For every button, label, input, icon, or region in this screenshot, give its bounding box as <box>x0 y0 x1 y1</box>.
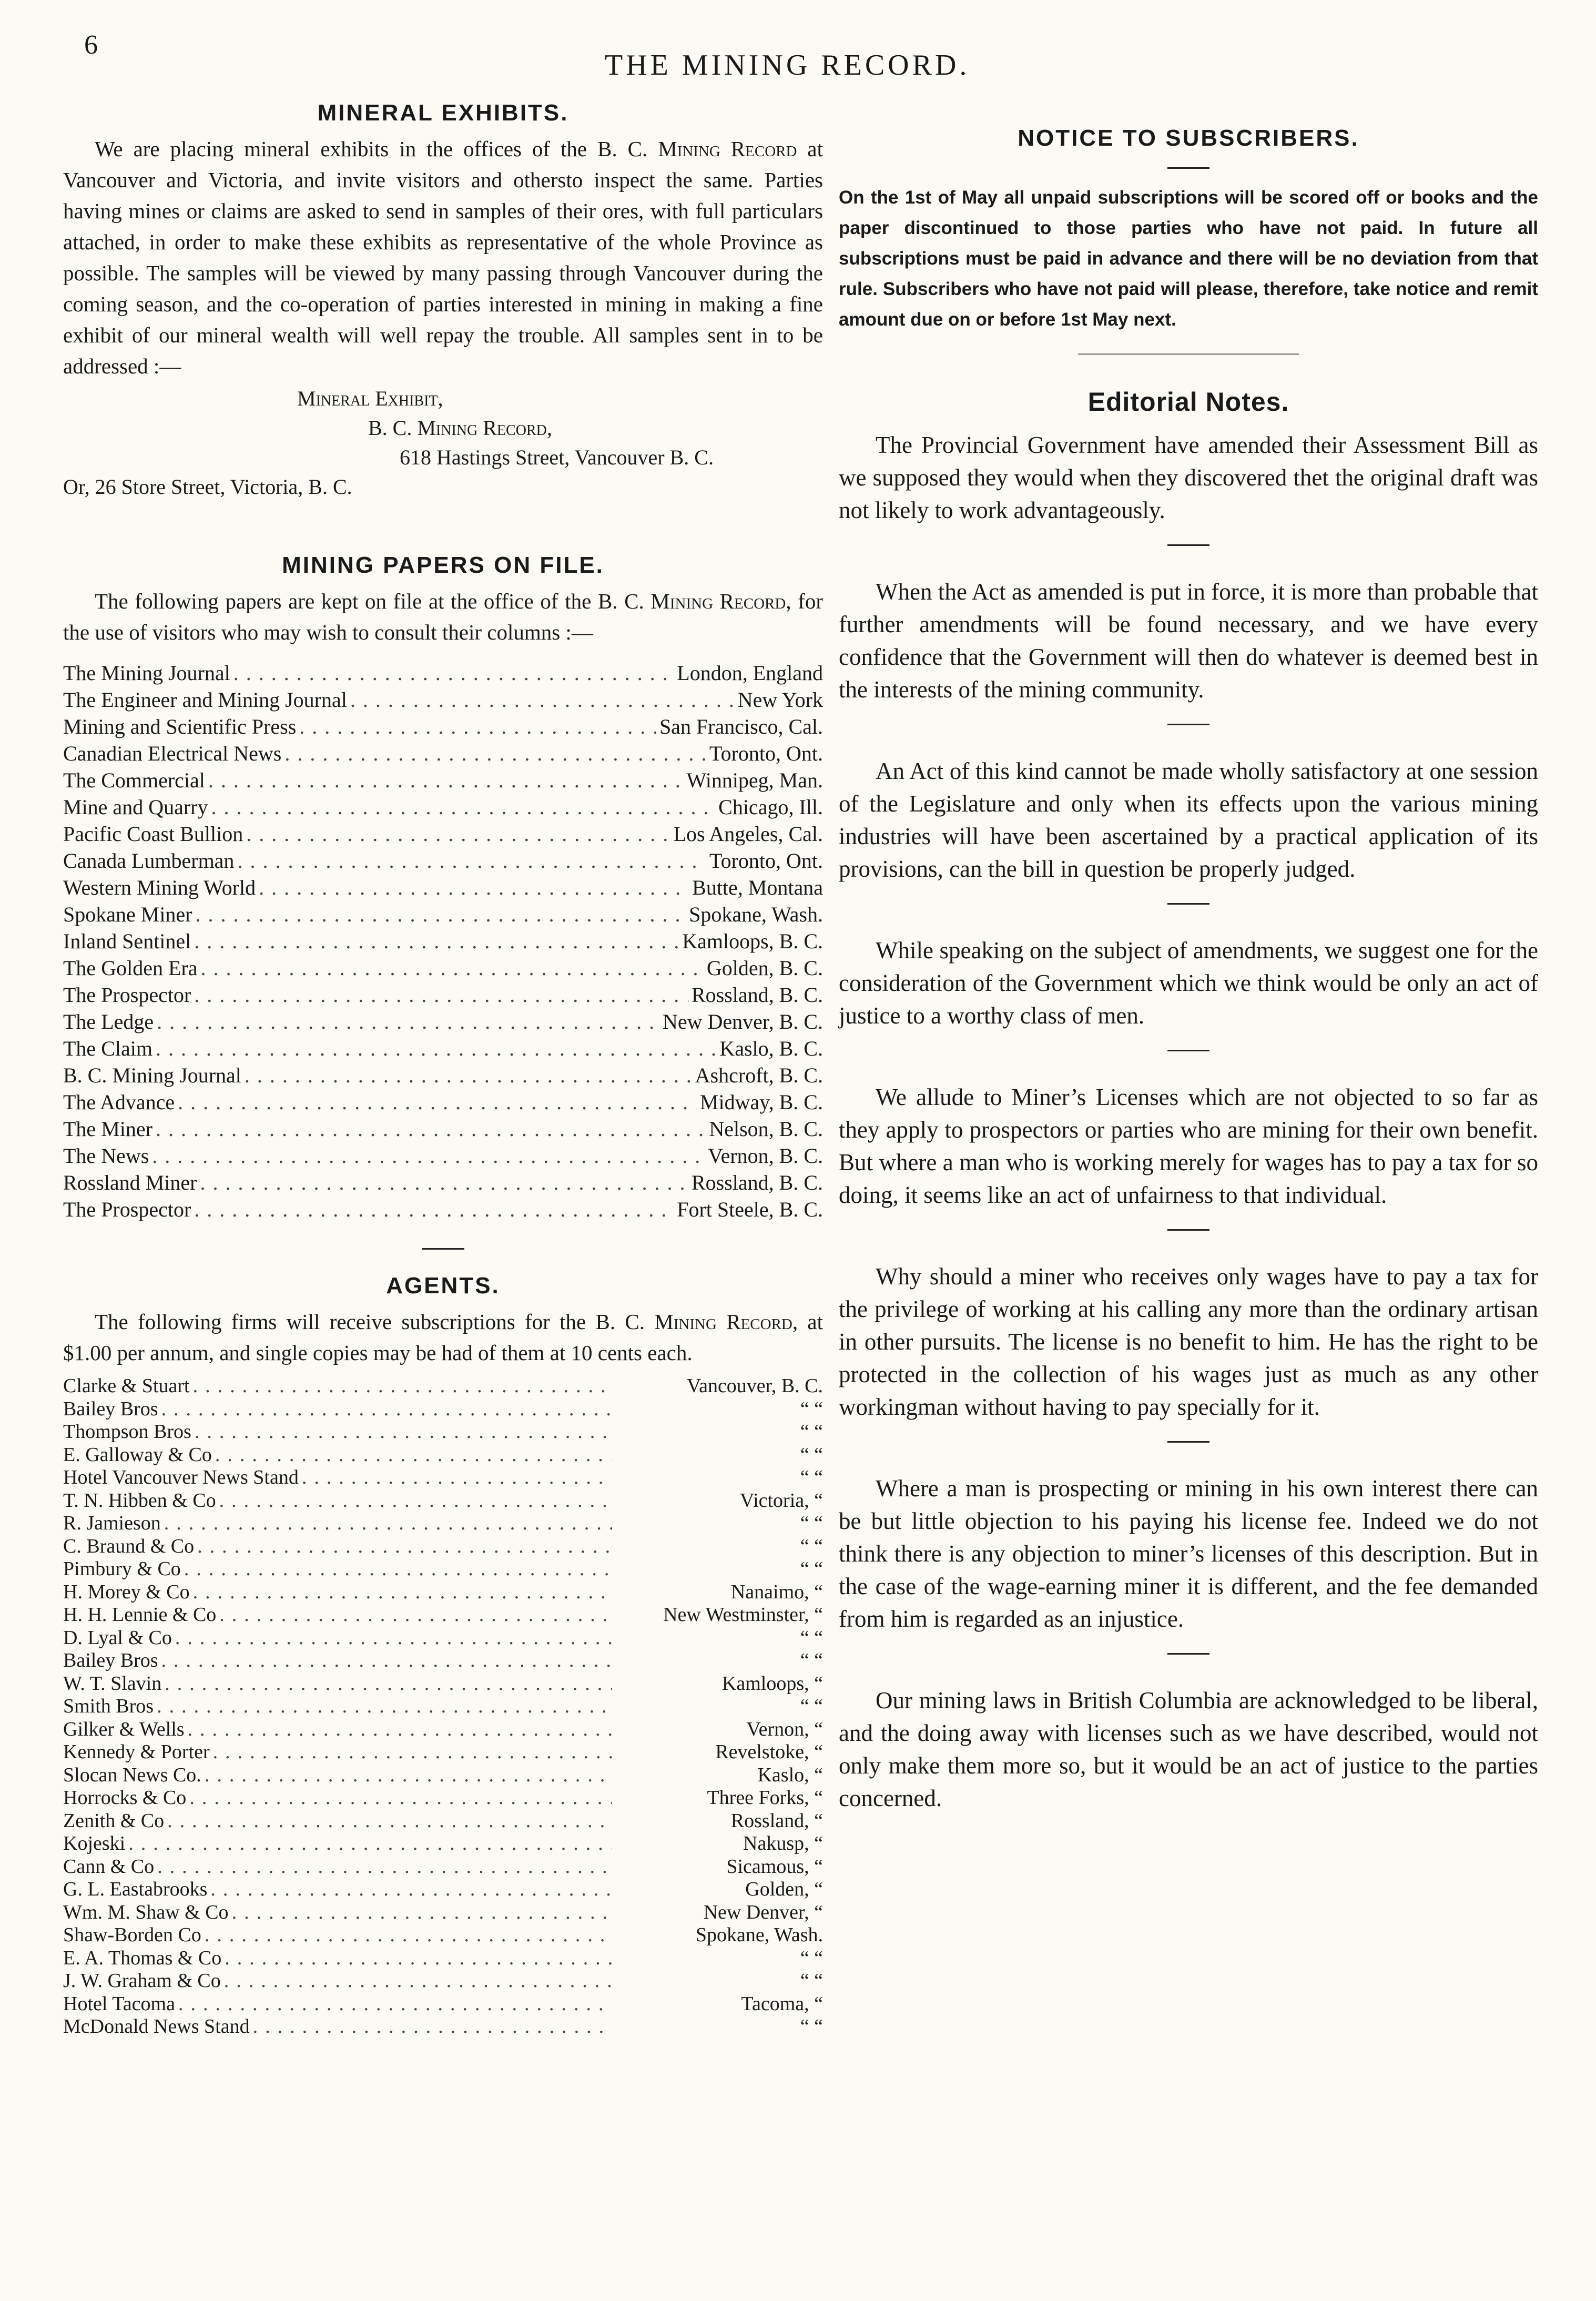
leader-dots <box>157 1008 659 1035</box>
leader-dots <box>219 1604 612 1627</box>
list-item-place: “ “ <box>800 1466 823 1488</box>
list-item <box>63 1375 823 1398</box>
list-item-place: Rossland, B. C. <box>691 1171 823 1194</box>
leader-dots <box>189 1787 612 1810</box>
list-item-name: G. L. Eastabrooks <box>63 1878 208 1900</box>
list-item-place: Tacoma, “ <box>741 1992 823 2015</box>
leader-dots <box>205 1924 612 1947</box>
list-item-name: T. N. Hibben & Co <box>63 1489 216 1512</box>
list-item <box>63 1924 823 1947</box>
leader-dots <box>197 1535 612 1558</box>
leader-dots <box>156 1035 716 1062</box>
list-item <box>63 1581 823 1604</box>
list-item-name: Wm. M. Shaw & Co <box>63 1901 229 1923</box>
list-item-name: J. W. Graham & Co <box>63 1970 221 1992</box>
list-item <box>63 1558 823 1581</box>
left-column <box>63 100 823 2039</box>
list-item-name: McDonald News Stand <box>63 2015 250 2038</box>
list-item-place: “ “ <box>800 1695 823 1717</box>
list-item-place: Winnipeg, Man. <box>686 768 823 792</box>
list-item-name: Hotel Tacoma <box>63 1992 175 2015</box>
leader-dots <box>152 1142 705 1169</box>
list-item <box>63 874 823 901</box>
list-item <box>63 1466 823 1489</box>
leader-dots <box>219 1489 612 1513</box>
section-divider <box>1167 544 1209 546</box>
list-item-name: Canadian Electrical News <box>63 742 282 765</box>
publication-name: B. C. Mining Record <box>597 137 797 161</box>
leader-dots <box>175 1627 612 1650</box>
list-item-place: Nakusp, “ <box>743 1832 823 1854</box>
editorial-paragraph: The Provincial Government have amended their Assessment Bill as we supposed they would when they discovered thet the original draft was not likely to work advantageously. <box>839 432 1538 523</box>
leader-dots <box>178 1089 697 1116</box>
list-item-place: Ashcroft, B. C. <box>695 1063 823 1087</box>
leader-dots <box>161 1398 612 1421</box>
list-item-name: The Miner <box>63 1117 153 1141</box>
list-item-place: “ “ <box>800 1421 823 1443</box>
list-item-place: Fort Steele, B. C. <box>677 1198 823 1221</box>
list-item-place: Chicago, Ill. <box>718 795 823 819</box>
list-item <box>63 1695 823 1718</box>
leader-dots <box>237 847 706 874</box>
list-item-name: C. Braund & Co <box>63 1535 195 1557</box>
list-item <box>63 686 823 713</box>
list-item-name: W. T. Slavin <box>63 1672 162 1695</box>
list-item-place: “ “ <box>800 1397 823 1420</box>
list-item-place: Golden, “ <box>745 1878 823 1900</box>
list-item-name: H. Morey & Co <box>63 1580 190 1603</box>
leader-dots <box>253 2015 612 2039</box>
notice-heading: NOTICE TO SUBSCRIBERS. <box>1018 125 1359 151</box>
leader-dots <box>167 1810 612 1833</box>
editorial-paragraph: An Act of this kind cannot be made wholly satisfactory at one session of the Legislature and only when its effects upon the various mining industries will have been ascertained by a practical application of its provisions, can the bill in question be properly judged. <box>839 758 1538 882</box>
editorial-body <box>839 429 1538 1815</box>
list-item-name: Bailey Bros <box>63 1649 158 1671</box>
list-item-place: Revelstoke, “ <box>715 1741 823 1763</box>
list-item-place: “ “ <box>800 1947 823 1969</box>
list-item-name: Mining and Scientific Press <box>63 715 297 738</box>
list-item-place: Butte, Montana <box>692 876 823 899</box>
list-item-name: Clarke & Stuart <box>63 1375 190 1397</box>
leader-dots <box>225 1947 612 1970</box>
section-divider <box>422 1248 464 1250</box>
leader-dots <box>302 1466 612 1489</box>
list-item-place: Vancouver, B. C. <box>686 1375 823 1397</box>
leader-dots <box>164 1512 612 1535</box>
list-item <box>63 1878 823 1901</box>
list-item <box>63 1535 823 1558</box>
section-divider <box>1167 903 1209 905</box>
list-item-place: Los Angeles, Cal. <box>673 822 823 846</box>
list-item-place: “ “ <box>800 1535 823 1557</box>
leader-dots <box>224 1970 612 1993</box>
list-item <box>63 740 823 767</box>
leader-dots <box>210 1878 612 1901</box>
list-item-place: “ “ <box>800 2015 823 2038</box>
list-item <box>63 1947 823 1970</box>
list-item-name: H. H. Lennie & Co <box>63 1604 217 1626</box>
list-item <box>63 767 823 794</box>
agents-section <box>63 1273 823 2039</box>
agents-intro: The following firms will receive subscriptions for the B. C. Mining Record, at $1.00 per annum, and single copies may be had of them at 10 cents each. <box>63 1310 823 1365</box>
leader-dots <box>200 955 703 981</box>
list-item-place: Kamloops, “ <box>721 1672 823 1695</box>
running-head: THE MINING RECORD. <box>605 49 970 82</box>
leader-dots <box>188 1718 612 1741</box>
list-item-name: Inland Sentinel <box>63 929 191 953</box>
list-item-name: Gilker & Wells <box>63 1718 185 1740</box>
leader-dots <box>193 1375 612 1398</box>
list-item-place: Victoria, “ <box>739 1489 823 1512</box>
mining-papers-section <box>63 552 823 1223</box>
list-item-place: San Francisco, Cal. <box>659 715 823 738</box>
leader-dots <box>193 1581 612 1604</box>
leader-dots <box>211 794 715 820</box>
list-item-place: New Westminster, “ <box>663 1604 823 1626</box>
list-item-place: “ “ <box>800 1649 823 1671</box>
list-item-name: The Engineer and Mining Journal <box>63 688 347 712</box>
leader-dots <box>232 1901 612 1924</box>
list-item-place: Nanaimo, “ <box>730 1580 823 1603</box>
mining-papers-heading: MINING PAPERS ON FILE. <box>282 552 604 578</box>
list-item-name: D. Lyal & Co <box>63 1626 172 1649</box>
list-item-name: The Claim <box>63 1037 153 1060</box>
list-item-place: Toronto, Ont. <box>709 742 823 765</box>
list-item <box>63 1421 823 1444</box>
agents-list <box>63 1375 823 2039</box>
section-divider <box>1167 724 1209 725</box>
list-item <box>63 928 823 955</box>
list-item-name: The Prospector <box>63 1198 191 1221</box>
list-item <box>63 1649 823 1672</box>
leader-dots <box>156 1116 706 1142</box>
list-item <box>63 981 823 1008</box>
list-item-place: “ “ <box>800 1443 823 1466</box>
editorial-paragraph: Why should a miner who receives only wages have to pay a tax for the privilege of working at his calling any more than the ordinary artisan in other pursuits. The license is no benefit to him. He has the right to be protected in the collection of his wages just as much as any other workingman without having to pay specially for it. <box>839 1263 1538 1420</box>
leader-dots <box>196 901 686 928</box>
list-item-place: Nelson, B. C. <box>709 1117 823 1141</box>
list-item <box>63 901 823 928</box>
list-item <box>63 1116 823 1142</box>
list-item-name: Bailey Bros <box>63 1397 158 1420</box>
list-item-name: Cann & Co <box>63 1855 155 1878</box>
list-item <box>63 1810 823 1833</box>
list-item <box>63 1856 823 1879</box>
leader-dots <box>205 1764 612 1787</box>
leader-dots <box>284 740 706 767</box>
list-item-name: E. Galloway & Co <box>63 1443 212 1466</box>
list-item-place: Vernon, “ <box>746 1718 823 1740</box>
editorial-heading: Editorial Notes. <box>1087 387 1289 417</box>
list-item <box>63 1970 823 1993</box>
section-divider <box>1167 167 1209 169</box>
section-divider <box>1167 1653 1209 1655</box>
leader-dots <box>194 928 679 955</box>
leader-dots <box>213 1741 612 1764</box>
list-item-place: Spokane, Wash. <box>695 1924 823 1946</box>
list-item-place: London, England <box>677 661 823 685</box>
agents-heading: AGENTS. <box>386 1273 500 1299</box>
list-item <box>63 1832 823 1856</box>
list-item-name: Zenith & Co <box>63 1809 165 1832</box>
list-item <box>63 1901 823 1924</box>
leader-dots <box>165 1672 612 1696</box>
list-item-place: Toronto, Ont. <box>709 849 823 873</box>
list-item <box>63 660 823 686</box>
list-item-place: Spokane, Wash. <box>689 903 823 926</box>
list-item-name: B. C. Mining Journal <box>63 1063 241 1087</box>
list-item <box>63 955 823 981</box>
editorial-section <box>839 387 1538 1815</box>
list-item-place: Rossland, B. C. <box>691 983 823 1007</box>
list-item-place: “ “ <box>800 1970 823 1992</box>
right-column <box>839 125 1538 1815</box>
list-item-name: The Commercial <box>63 768 205 792</box>
leader-dots <box>259 874 689 901</box>
list-item-name: Slocan News Co. <box>63 1763 201 1786</box>
list-item <box>63 794 823 820</box>
leader-dots <box>161 1649 612 1672</box>
leader-dots <box>233 660 674 686</box>
list-item-name: Pimbury & Co <box>63 1558 181 1580</box>
list-item-name: The Golden Era <box>63 956 198 980</box>
list-item <box>63 1089 823 1116</box>
address-line: Or, 26 Store Street, Victoria, B. C. <box>63 475 352 499</box>
leader-dots <box>299 713 656 740</box>
leader-dots <box>200 1169 688 1196</box>
list-item <box>63 1604 823 1627</box>
list-item-place: Three Forks, “ <box>707 1787 823 1809</box>
list-item-name: Kennedy & Porter <box>63 1741 210 1763</box>
list-item-place: Golden, B. C. <box>706 956 823 980</box>
list-item <box>63 1062 823 1089</box>
list-item-place: “ “ <box>800 1626 823 1649</box>
address-line: B. C. Mining Record, <box>368 416 552 440</box>
list-item-name: Shaw-Borden Co <box>63 1924 201 1946</box>
list-item-name: Hotel Vancouver News Stand <box>63 1466 299 1488</box>
leader-dots <box>194 981 688 1008</box>
leader-dots <box>215 1444 612 1467</box>
list-item-place: Kaslo, “ <box>757 1763 823 1786</box>
list-item <box>63 1196 823 1223</box>
list-item <box>63 1512 823 1535</box>
editorial-paragraph: When the Act as amended is put in force, it is more than probable that further amendments will be found necessary, and we have every confidence that the Government will then do whatever is deemed best in the interests of the mining community. <box>839 579 1538 703</box>
editorial-paragraph: We allude to Miner’s Licenses which are not objected to so far as they apply to prospectors or parties who are mining for their own benefit. But where a man who is working merely for wages has to pay a tax for so doing, it seems like an act of unfairness to that individual. <box>839 1084 1538 1208</box>
list-item-name: Smith Bros <box>63 1695 154 1717</box>
notice-rule <box>1078 353 1299 355</box>
editorial-paragraph: Our mining laws in British Columbia are acknowledged to be liberal, and the doing away with licenses such as we have described, would not only make them more so, but it would be an act of justice to the parties concerned. <box>839 1687 1538 1811</box>
leader-dots <box>350 686 735 713</box>
list-item-name: R. Jamieson <box>63 1512 161 1534</box>
list-item <box>63 847 823 874</box>
mining-papers-list <box>63 660 823 1223</box>
list-item <box>63 1035 823 1062</box>
mineral-exhibits-body: We are placing mineral exhibits in the offices of the B. C. Mining Record at Vancouver and Victoria, and invite visitors and othersto inspect the same. Parties having mines or claims are asked to send in samples of their ores, with full particulars attached, in order to make these exhibits as representative of the whole Province as possible. The samples will be viewed by many passing through Vancouver during the coming season, and the co-operation of parties interested in mining in making a fine exhibit of our mineral wealth will well repay the trouble. All samples sent in to be addressed :— <box>63 137 823 378</box>
list-item-place: “ “ <box>800 1558 823 1580</box>
leader-dots <box>178 1993 612 2016</box>
leader-dots <box>195 1421 612 1444</box>
page-number: 6 <box>84 30 98 60</box>
list-item <box>63 713 823 740</box>
publication-name: B. C. Mining Record <box>595 1310 792 1334</box>
address-line: Mineral Exhibit, <box>297 387 443 410</box>
list-item-place: Rossland, “ <box>730 1809 823 1832</box>
section-divider <box>1167 1229 1209 1231</box>
mining-papers-intro: The following papers are kept on file at the office of the B. C. Mining Record, for the use of visitors who may wish to consult their columns :— <box>63 589 824 644</box>
list-item <box>63 2015 823 2039</box>
list-item-name: The Mining Journal <box>63 661 230 685</box>
list-item-name: Horrocks & Co <box>63 1787 187 1809</box>
list-item <box>63 1764 823 1787</box>
leader-dots <box>194 1196 674 1223</box>
list-item-place: Kamloops, B. C. <box>682 929 823 953</box>
list-item-name: Pacific Coast Bullion <box>63 822 243 846</box>
list-item-name: Spokane Miner <box>63 903 192 926</box>
leader-dots <box>157 1695 612 1718</box>
list-item-place: New York <box>737 688 823 712</box>
notice-body: On the 1st of May all unpaid subscriptions will be scored off or books and the paper discontinued to those parties who have not paid. In future all subscriptions must be paid in advance and there will be no deviation from that rule. Subscribers who have not paid will please, therefore, take notice and remit amount due on or before 1st May next. <box>839 187 1538 330</box>
leader-dots <box>128 1832 612 1856</box>
mineral-exhibits-heading: MINERAL EXHIBITS. <box>317 100 569 126</box>
list-item <box>63 1627 823 1650</box>
list-item-place: Vernon, B. C. <box>708 1144 823 1168</box>
list-item-name: The Prospector <box>63 983 191 1007</box>
list-item <box>63 1169 823 1196</box>
publication-name: B. C. Mining Record <box>597 589 786 613</box>
list-item-name: E. A. Thomas & Co <box>63 1947 222 1969</box>
mineral-exhibits-section <box>63 100 823 502</box>
list-item <box>63 1398 823 1421</box>
list-item-name: Kojeski <box>63 1832 126 1854</box>
list-item-place: New Denver, “ <box>703 1901 823 1923</box>
list-item-place: Sicamous, “ <box>726 1855 823 1878</box>
list-item <box>63 1008 823 1035</box>
list-item <box>63 1741 823 1764</box>
list-item-name: The News <box>63 1144 149 1168</box>
list-item-name: Mine and Quarry <box>63 795 208 819</box>
list-item-place: Kaslo, B. C. <box>719 1037 823 1060</box>
editorial-paragraph: Where a man is prospecting or mining in his own interest there can be but little objection to his paying his license fee. Indeed we do not think there is any objection to miner’s licenses of this description. But in the case of the wage-earning miner it is different, and the fee demanded from him is regarded as an injustice. <box>839 1475 1538 1632</box>
leader-dots <box>157 1856 612 1879</box>
list-item-name: The Ledge <box>63 1010 154 1033</box>
section-divider <box>1167 1050 1209 1051</box>
address-block <box>63 384 823 502</box>
list-item-name: Rossland Miner <box>63 1171 197 1194</box>
list-item-name: Western Mining World <box>63 876 256 899</box>
address-line: 618 Hastings Street, Vancouver B. C. <box>400 445 714 469</box>
list-item <box>63 1142 823 1169</box>
list-item <box>63 1444 823 1467</box>
list-item <box>63 820 823 847</box>
list-item-place: Midway, B. C. <box>699 1090 823 1114</box>
notice-section <box>839 125 1538 355</box>
list-item <box>63 1489 823 1513</box>
list-item <box>63 1672 823 1696</box>
list-item-name: Thompson Bros <box>63 1421 191 1443</box>
list-item-place: “ “ <box>800 1512 823 1534</box>
editorial-paragraph: While speaking on the subject of amendments, we suggest one for the consideration of the Government which we think would be only an act of justice to a worthy class of men. <box>839 937 1538 1029</box>
leader-dots <box>208 767 684 794</box>
list-item <box>63 1993 823 2016</box>
leader-dots <box>245 1062 692 1089</box>
section-divider <box>1167 1441 1209 1443</box>
leader-dots <box>184 1558 612 1581</box>
list-item-place: New Denver, B. C. <box>663 1010 823 1033</box>
list-item-name: The Advance <box>63 1090 175 1114</box>
list-item <box>63 1718 823 1741</box>
leader-dots <box>246 820 670 847</box>
list-item <box>63 1787 823 1810</box>
list-item-name: Canada Lumberman <box>63 849 235 873</box>
